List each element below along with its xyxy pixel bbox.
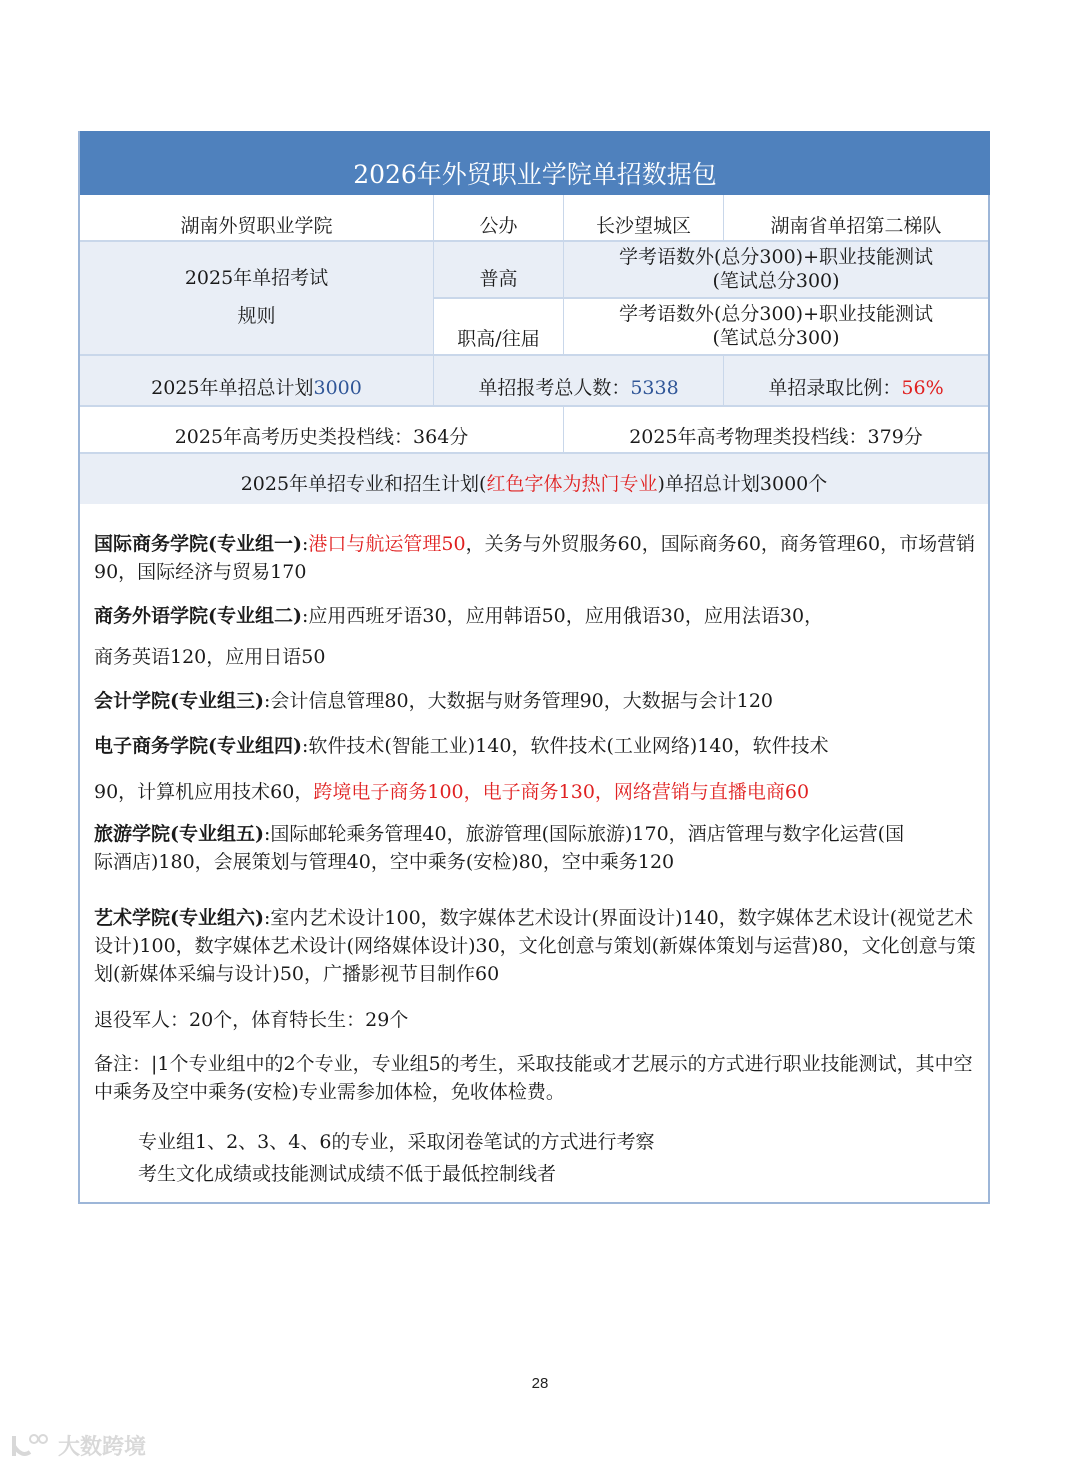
notes-label: 备注： [94,1053,152,1075]
rule-category: 普高 [434,242,564,297]
stats-row [80,356,988,407]
page-title: 2026年外贸职业学院单招数据包 [78,131,990,195]
hot-major: 网络营销与直播电商60 [613,781,810,803]
plan-header [80,454,988,504]
school-tier: 湖南省单招第二梯队 [770,214,942,237]
ratio-value: 56% [901,376,944,399]
plan-header-hot-note: 红色字体为热门专业 [486,473,658,496]
plan-total-label: 2025年单招总计划 [151,376,314,399]
rule-row-vocational [434,299,988,354]
separator: : [263,823,271,845]
ratio-label: 单招录取比例： [768,376,902,399]
group-name: 国际商务学院(专业组一) [94,533,302,555]
group-name: 旅游学院(专业组五) [94,823,264,845]
applicants-value: 5338 [630,376,679,399]
group-6 [94,904,978,988]
history-cutoff: 2025年高考历史类投档线：364分 [80,407,564,452]
notes-text: |1个专业组中的2个专业，专业组5的考生，采取技能或才艺展示的方式进行职业技能测试，其中空中乘务及空中乘务(安检)专业需参加体检，免收体检费。 [94,1053,973,1103]
watermark [10,1430,146,1461]
group-name: 电子商务学院(专业组四) [94,735,302,757]
group-name: 商务外语学院(专业组二) [94,605,302,627]
plan-header-prefix: 2025年单招专业和招生计划( [240,473,487,496]
rule-text [564,242,988,297]
group-name: 艺术学院(专业组六) [94,907,264,929]
separator: : [301,533,309,555]
page-number: 28 [531,1375,549,1392]
rule-category: 职高/往届 [434,299,564,354]
info-row [80,195,988,242]
group-name: 会计学院(专业组三) [94,690,264,712]
plan-header-row [80,454,988,504]
rule-text [564,299,988,354]
major-plan-list [78,504,990,1204]
group-majors: 90，计算机应用技术60， [94,781,314,803]
summary-table [78,195,990,504]
group-majors: 软件技术(智能工业)140，软件技术(工业网络)140，软件技术 [308,735,829,757]
watermark-text: 大数跨境 [58,1435,147,1460]
special-quota: 退役军人：20个，体育特长生：29个 [94,1009,409,1031]
physics-cutoff: 2025年高考物理类投档线：379分 [629,425,923,448]
rule-text-line2: (笔试总分300) [712,326,840,349]
group-majors: 会计信息管理80，大数据与财务管理90，大数据与会计120 [270,690,774,712]
separator: : [301,735,309,757]
rule-text-line1: 学考语数外(总分300)+职业技能测试 [618,302,933,325]
separator: : [301,605,309,627]
applicants-label: 单招报考总人数： [478,376,631,399]
school-location: 长沙望城区 [564,195,724,240]
hot-major: 跨境电子商务100 [313,781,464,803]
rule-row-general [434,242,988,299]
data-sheet [78,131,990,1204]
group-4-cont [94,778,978,806]
notes [94,1050,978,1106]
group-1 [94,530,978,586]
exam-rules-row [80,242,988,356]
exam-rules-label [80,242,434,354]
hot-major: 港口与航运管理50 [308,533,466,555]
plan-header-suffix: )单招总计划3000个 [657,473,828,496]
separator: ， [594,781,614,803]
group-5 [94,820,978,876]
separator: : [263,690,271,712]
exam-rules-label-line2: 规则 [237,305,276,327]
school-type: 公办 [434,195,564,240]
group-majors: 应用西班牙语30，应用韩语50，应用俄语30，应用法语30， [308,605,824,627]
group-4 [94,732,978,760]
group-majors: 国际邮轮乘务管理40，旅游管理(国际旅游)170，酒店管理与数字化运营(国际酒店)180，会展策划与管理40，空中乘务(安检)80，空中乘务120 [94,823,905,873]
notes-line-3: 考生文化成绩或技能测试成绩不低于最低控制线者 [138,1163,557,1185]
applicants-total [434,356,724,405]
group-3 [94,687,978,715]
rule-text-line2: (笔试总分300) [712,269,840,292]
plan-total [80,356,434,405]
cutoff-row [80,407,988,454]
admission-ratio [724,356,988,405]
hot-major: 电子商务130 [482,781,595,803]
separator: : [263,907,271,929]
watermark-logo-icon [10,1432,52,1460]
separator: ， [463,781,483,803]
plan-total-value: 3000 [313,376,362,399]
rule-text-line1: 学考语数外(总分300)+职业技能测试 [618,245,933,268]
exam-rules-label-line1: 2025年单招考试 [184,267,329,290]
school-name: 湖南外贸职业学院 [80,195,434,240]
group-majors: ，关务与外贸服务60，国际商务60，商务管理60，市场营销90，国际经济与贸易170 [94,533,976,583]
group-2-cont: 商务英语120，应用日语50 [94,646,326,668]
exam-rules-detail [434,242,988,354]
group-majors: 室内艺术设计100，数字媒体艺术设计(界面设计)140，数字媒体艺术设计(视觉艺术设计)100，数字媒体艺术设计(网络媒体设计)30，文化创意与策划(新媒体策划与运营)80，文化创意与策划(新媒体采编与设计)50，广播影视节目制作60 [94,907,976,985]
group-2 [94,602,978,630]
notes-line-2: 专业组1、2、3、4、6的专业，采取闭卷笔试的方式进行考察 [138,1131,655,1153]
